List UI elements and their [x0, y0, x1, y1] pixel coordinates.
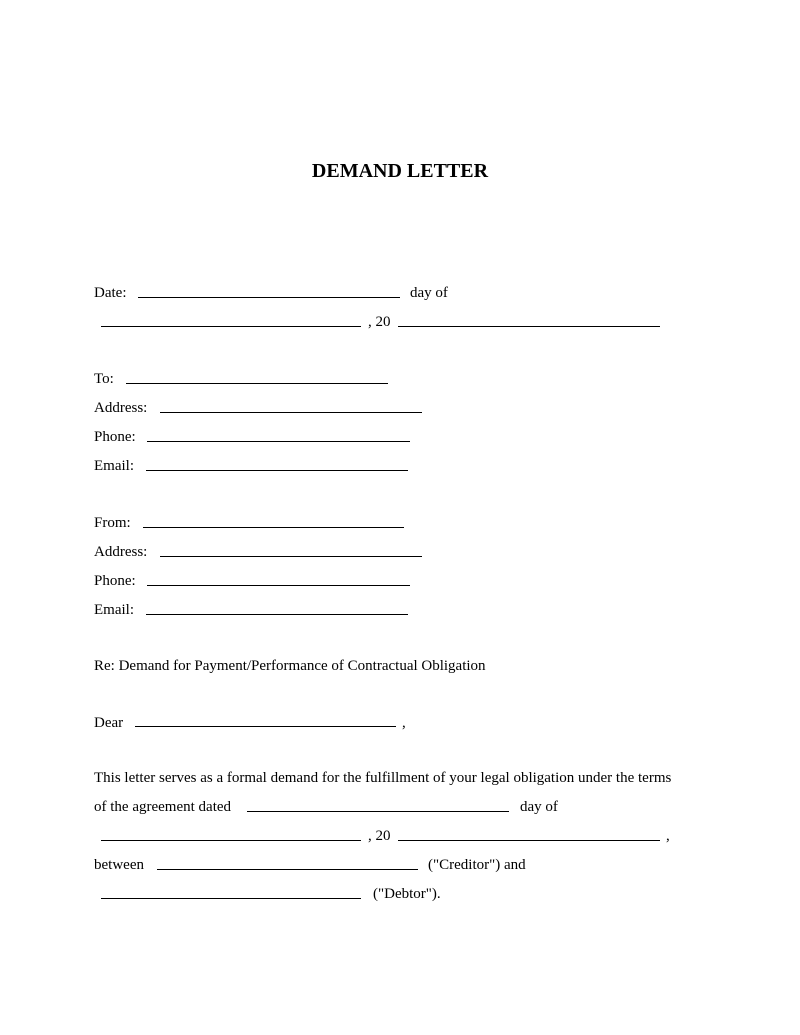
from-address-field[interactable]: [160, 556, 422, 557]
to-email-field[interactable]: [146, 470, 408, 471]
to-address-field[interactable]: [160, 412, 422, 413]
from-address-label: Address:: [94, 544, 148, 560]
date-day-field[interactable]: [138, 297, 400, 298]
body-line-1: This letter serves as a formal demand for the fulfillment of your legal obligation under the terms: [94, 770, 672, 786]
agreement-day-field[interactable]: [247, 811, 509, 812]
to-name-field[interactable]: [126, 383, 388, 384]
to-label: To:: [94, 371, 114, 387]
from-email-field[interactable]: [146, 614, 408, 615]
dear-name-field[interactable]: [135, 726, 396, 727]
agreement-year-prefix: , 20: [368, 828, 391, 844]
creditor-name-field[interactable]: [157, 869, 418, 870]
debtor-name-field[interactable]: [101, 898, 361, 899]
from-phone-field[interactable]: [147, 585, 410, 586]
date-year-field[interactable]: [398, 326, 660, 327]
year-prefix-label: , 20: [368, 314, 391, 330]
dear-comma: ,: [402, 715, 406, 731]
to-address-label: Address:: [94, 400, 148, 416]
to-email-label: Email:: [94, 458, 134, 474]
creditor-and-label: ("Creditor") and: [428, 857, 526, 873]
debtor-label: ("Debtor").: [373, 886, 441, 902]
date-month-field[interactable]: [101, 326, 361, 327]
agreement-day-of-label: day of: [520, 799, 558, 815]
from-name-field[interactable]: [143, 527, 404, 528]
dear-label: Dear: [94, 715, 124, 731]
to-phone-label: Phone:: [94, 429, 136, 445]
day-of-label: day of: [410, 285, 448, 301]
agreement-comma: ,: [666, 828, 670, 844]
to-phone-field[interactable]: [147, 441, 410, 442]
from-label: From:: [94, 515, 131, 531]
document-title: DEMAND LETTER: [311, 160, 489, 182]
from-email-label: Email:: [94, 602, 134, 618]
agreement-month-field[interactable]: [101, 840, 361, 841]
from-phone-label: Phone:: [94, 573, 136, 589]
agreement-year-field[interactable]: [398, 840, 660, 841]
between-label: between: [94, 857, 144, 873]
date-label: Date:: [94, 285, 127, 301]
re-line: Re: Demand for Payment/Performance of Contractual Obligation: [94, 658, 486, 674]
body-line-2: of the agreement dated: [94, 799, 232, 815]
